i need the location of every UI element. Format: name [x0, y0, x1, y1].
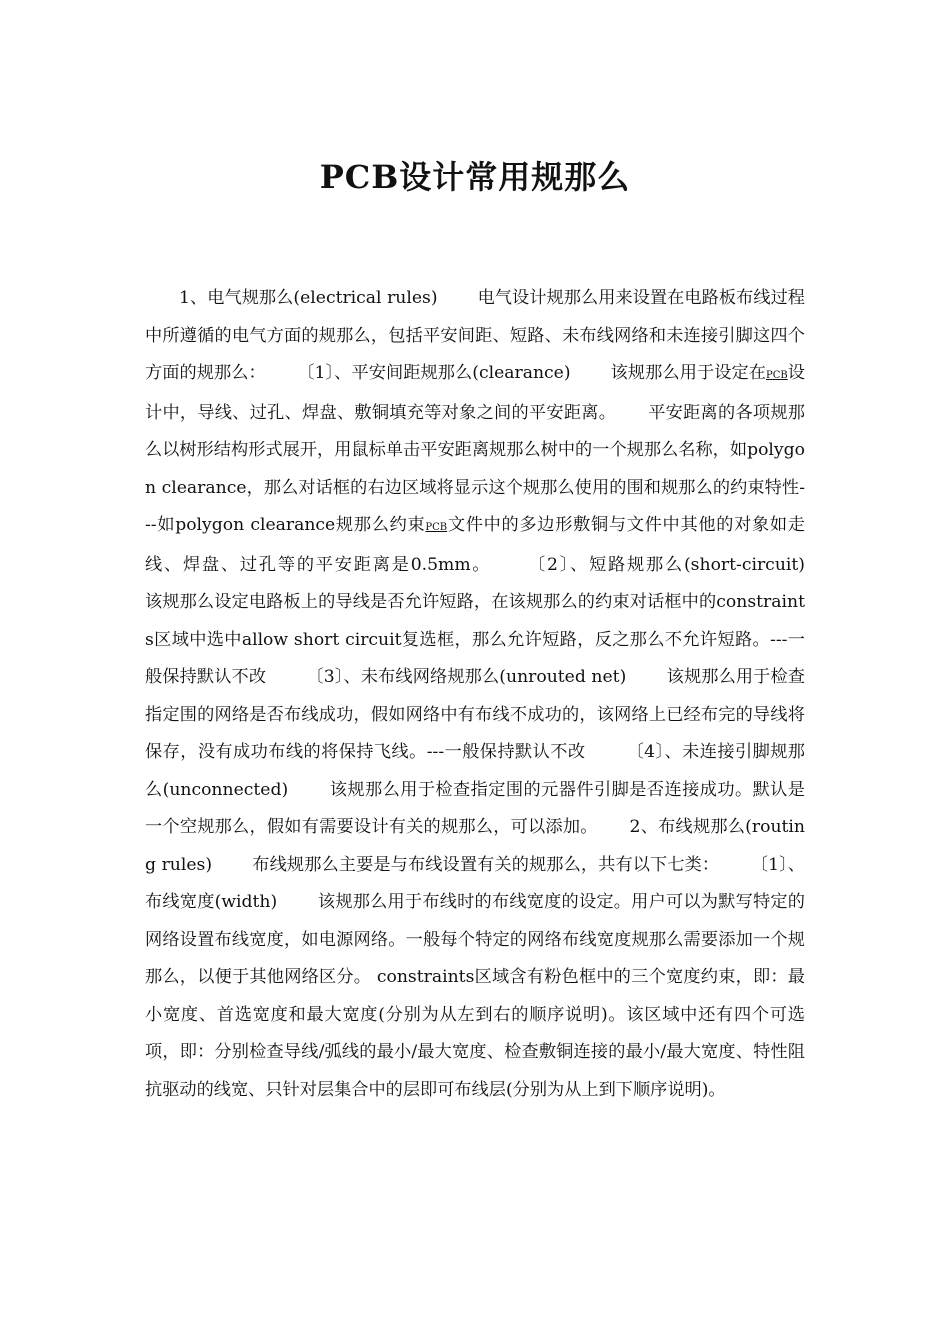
- body-segment-2: 设计中，导线、过孔、焊盘、敷铜填充等对象之间的平安距离。 平安距离的各项规那么以树形结构形式展开，用鼠标单击平安距离规那么树中的一个规那么名称，如polygon clearance，那么对话框的右边区域将显示这个规那么使用的围和规那么的约束特性---如polygon clearance规那么约束: [145, 363, 805, 535]
- pcb-reference: PCB: [425, 522, 448, 533]
- document-body: [145, 280, 845, 1109]
- body-segment-1: 1、电气规那么(electrical rules) 电气设计规那么用来设置在电路板布线过程中所遵循的电气方面的规那么，包括平安间距、短路、未布线网络和未连接引脚这四个方面的规那么： 〔1〕、平安间距规那么(clearance) 该规那么用于设定在: [145, 288, 805, 383]
- body-segment-3: 文件中的多边形敷铜与文件中其他的对象如走线、焊盘、过孔等的平安距离是0.5mm。 〔2〕、短路规那么(short-circuit) 该规那么设定电路板上的导线是否允许短路，在该规那么的约束对话框中的constraints区域中选中allow short circuit复选框，那么允许短路，反之那么不允许短路。---一般保持默认不改 〔3〕、未布线网络规那么(unrouted net) 该规那么用于检查指定围的网络是否布线成功，假如网络中有布线不成功的，该网络上已经布完的导线将保存，没有成功布线的将保持飞线。---一般保持默认不改 〔4〕、未连接引脚规那么(unconnected) 该规那么用于检查指定围的元器件引脚是否连接成功。默认是一个空规那么，假如有需要设计有关的规那么，可以添加。 2、布线规那么(routing rules) 布线规那么主要是与布线设置有关的规那么，共有以下七类： 〔1〕、布线宽度(width) 该规那么用于布线时的布线宽度的设定。用户可以为默写特定的网络设置布线宽度，如电源网络。一般每个特定的网络布线宽度规那么需要添加一个规那么，以便于其他网络区分。 constraints区域含有粉色框中的三个宽度约束，即：最小宽度、首选宽度和最大宽度(分别为从左到右的顺序说明)。该区域中还有四个可选项，即：分别检查导线/弧线的最小/最大宽度、检查敷铜连接的最小/最大宽度、特性阻抗驱动的线宽、只针对层集合中的层即可布线层(分别为从上到下顺序说明)。: [145, 515, 845, 1100]
- pcb-reference: PCB: [766, 370, 788, 381]
- document-title: PCB设计常用规那么: [319, 158, 631, 196]
